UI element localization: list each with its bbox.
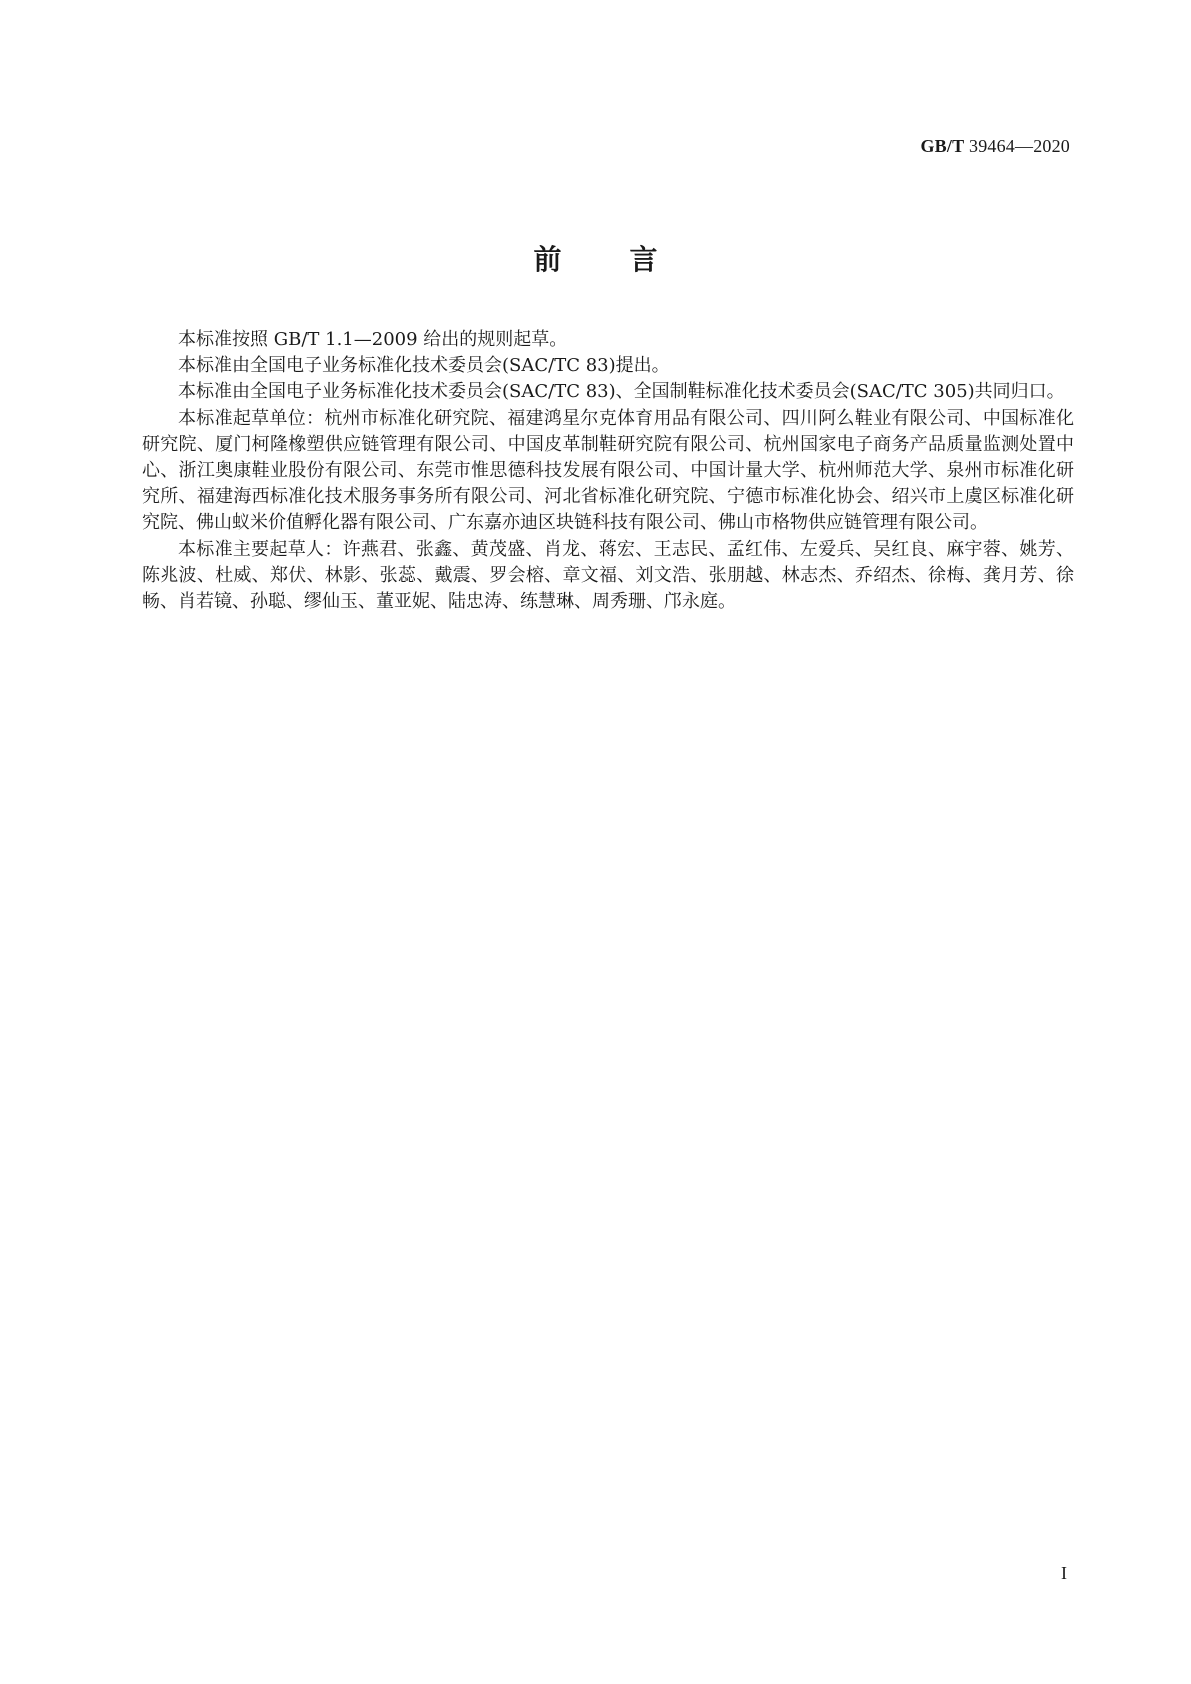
standard-number	[920, 136, 1070, 157]
paragraph-drafting-units: 本标准起草单位：杭州市标准化研究院、福建鸿星尔克体育用品有限公司、四川阿么鞋业有限公司、中国标准化研究院、厦门柯隆橡塑供应链管理有限公司、中国皮革制鞋研究院有限公司、杭州国家电子商务产品质量监测处置中心、浙江奥康鞋业股份有限公司、东莞市惟思德科技发展有限公司、中国计量大学、杭州师范大学、泉州市标准化研究所、福建海西标准化技术服务事务所有限公司、河北省标准化研究院、宁德市标准化协会、绍兴市上虞区标准化研究院、佛山蚁米价值孵化器有限公司、广东嘉亦迪区块链科技有限公司、佛山市格物供应链管理有限公司。	[142, 407, 1074, 534]
standard-year-number: 39464—2020	[969, 136, 1070, 156]
foreword-body	[142, 327, 1074, 615]
standard-code: GB/T	[920, 136, 965, 156]
paragraph-main-drafters: 本标准主要起草人：许燕君、张鑫、黄茂盛、肖龙、蒋宏、王志民、孟红伟、左爱兵、吴红良、麻宇蓉、姚芳、陈兆波、杜威、郑伏、林影、张蕊、戴震、罗会榕、章文福、刘文浩、张朋越、林志杰、乔绍杰、徐梅、龚月芳、徐畅、肖若镜、孙聪、缪仙玉、董亚妮、陆忠涛、练慧琳、周秀珊、邝永庭。	[142, 538, 1074, 613]
page-number: I	[1061, 1563, 1067, 1583]
paragraph-drafting-rules: 本标准按照 GB/T 1.1—2009 给出的规则起草。	[178, 329, 568, 350]
paragraph-under-jurisdiction: 本标准由全国电子业务标准化技术委员会(SAC/TC 83)、全国制鞋标准化技术委员会(SAC/TC 305)共同归口。	[178, 381, 1065, 403]
paragraph-proposed-by: 本标准由全国电子业务标准化技术委员会(SAC/TC 83)提出。	[178, 355, 670, 377]
page-title: 前言	[533, 243, 726, 276]
